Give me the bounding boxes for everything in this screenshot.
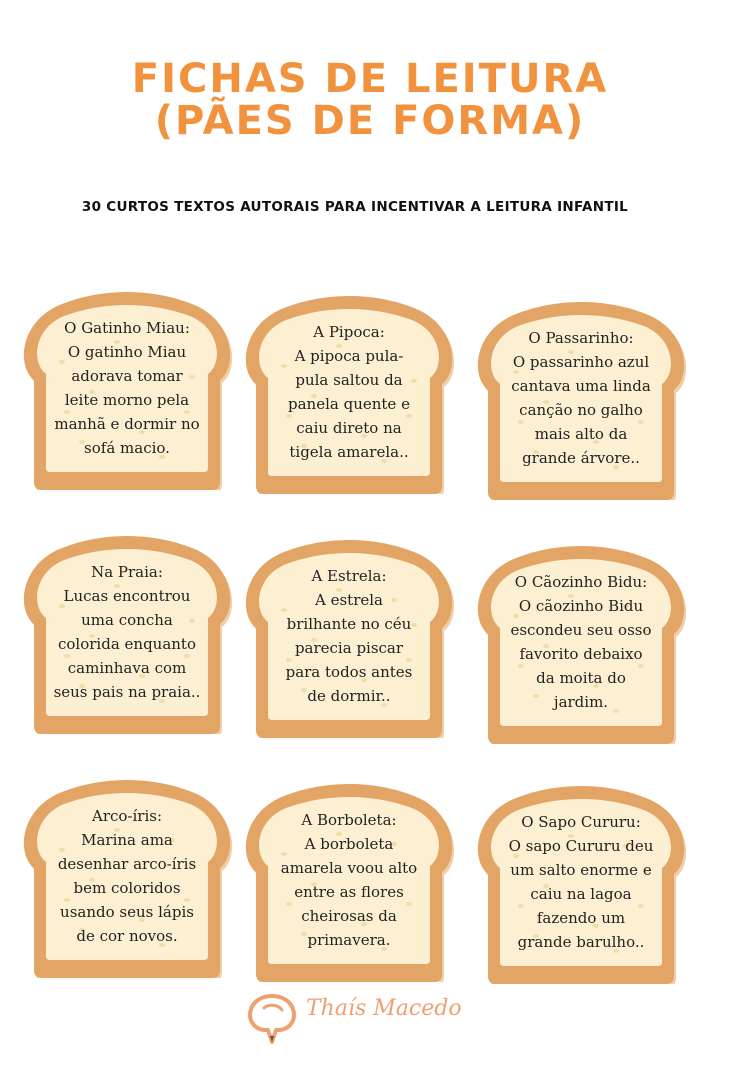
bread-card — [22, 282, 232, 490]
card-line: leite morno pela — [64, 391, 190, 409]
card-line: usando seus lápis — [60, 903, 194, 921]
card-line: parecia piscar — [294, 639, 404, 657]
card-text — [490, 326, 672, 470]
card-line: A pipoca pula- — [294, 347, 404, 365]
card-line: tigela amarela.. — [289, 443, 409, 461]
card-text — [490, 810, 672, 954]
card-line: O cãozinho Bidu — [518, 597, 644, 615]
card-line: entre as flores — [294, 883, 404, 901]
card-line: bem coloridos — [73, 879, 181, 897]
card-line: favorito debaixo — [519, 645, 643, 663]
card-title: A Estrela: — [311, 567, 387, 585]
card-line: O gatinho Miau — [67, 343, 187, 361]
card-line: manhã e dormir no — [54, 415, 200, 433]
bread-card — [476, 292, 686, 500]
card-line: caminhava com — [67, 659, 187, 677]
card-title: O Cãozinho Bidu: — [514, 573, 648, 591]
card-title: O Passarinho: — [528, 329, 634, 347]
card-line: A borboleta — [304, 835, 394, 853]
card-title: Na Praia: — [91, 563, 163, 581]
card-title: O Gatinho Miau: — [64, 319, 190, 337]
pencil-head-icon — [244, 990, 300, 1046]
card-line: jardim. — [553, 693, 609, 711]
card-title: A Borboleta: — [301, 811, 397, 829]
card-line: adorava tomar — [71, 367, 183, 385]
card-line: fazendo um — [536, 909, 626, 927]
card-line: pula saltou da — [295, 371, 403, 389]
bread-card — [244, 774, 454, 982]
card-line: escondeu seu osso — [510, 621, 652, 639]
bread-card — [22, 770, 232, 978]
card-line: desenhar arco-íris — [57, 855, 197, 873]
title-line-2: (PÃES DE FORMA) — [154, 98, 586, 144]
title-line-1: FICHAS DE LEITURA — [131, 56, 609, 102]
card-text — [36, 316, 218, 460]
card-line: sofá macio. — [84, 439, 170, 457]
card-line: de cor novos. — [76, 927, 178, 945]
card-line: cantava uma linda — [511, 377, 651, 395]
card-line: amarela voou alto — [280, 859, 418, 877]
card-line: panela quente e — [288, 395, 410, 413]
page-subtitle: 30 CURTOS TEXTOS AUTORAIS PARA INCENTIVAR A LEITURA INFANTIL — [81, 199, 629, 215]
card-line: O passarinho azul — [512, 353, 650, 371]
bread-card — [476, 776, 686, 984]
card-text — [258, 320, 440, 464]
card-line: seus pais na praia.. — [53, 683, 201, 701]
card-text — [36, 560, 218, 704]
card-text — [490, 570, 672, 714]
bread-card — [22, 526, 232, 734]
page-title — [0, 58, 740, 142]
card-line: caiu direto na — [296, 419, 402, 437]
card-line: A estrela — [315, 591, 383, 609]
card-line: para todos antes — [285, 663, 413, 681]
bread-card — [476, 536, 686, 744]
bread-card — [244, 530, 454, 738]
card-title: O Sapo Cururu: — [521, 813, 641, 831]
card-title: A Pipoca: — [313, 323, 385, 341]
card-line: uma concha — [81, 611, 173, 629]
card-line: mais alto da — [534, 425, 628, 443]
card-title: Arco-íris: — [91, 807, 163, 825]
card-line: grande árvore.. — [522, 449, 640, 467]
card-line: da moita do — [536, 669, 626, 687]
card-line: grande barulho.. — [517, 933, 645, 951]
card-line: canção no galho — [519, 401, 643, 419]
card-line: O sapo Cururu deu — [508, 837, 654, 855]
card-line: um salto enorme e — [510, 861, 652, 879]
card-text — [36, 804, 218, 948]
card-line: primavera. — [307, 931, 391, 949]
card-text — [258, 564, 440, 708]
card-text — [258, 808, 440, 952]
card-line: de dormir.. — [307, 687, 391, 705]
card-line: cheirosas da — [301, 907, 397, 925]
card-line: Marina ama — [81, 831, 173, 849]
card-line: colorida enquanto — [57, 635, 196, 653]
bread-card — [244, 286, 454, 494]
card-line: Lucas encontrou — [63, 587, 191, 605]
card-line: caiu na lagoa — [530, 885, 632, 903]
author-name: Thaís Macedo — [306, 996, 462, 1021]
author-signature — [244, 990, 484, 1050]
card-line: brilhante no céu — [286, 615, 412, 633]
